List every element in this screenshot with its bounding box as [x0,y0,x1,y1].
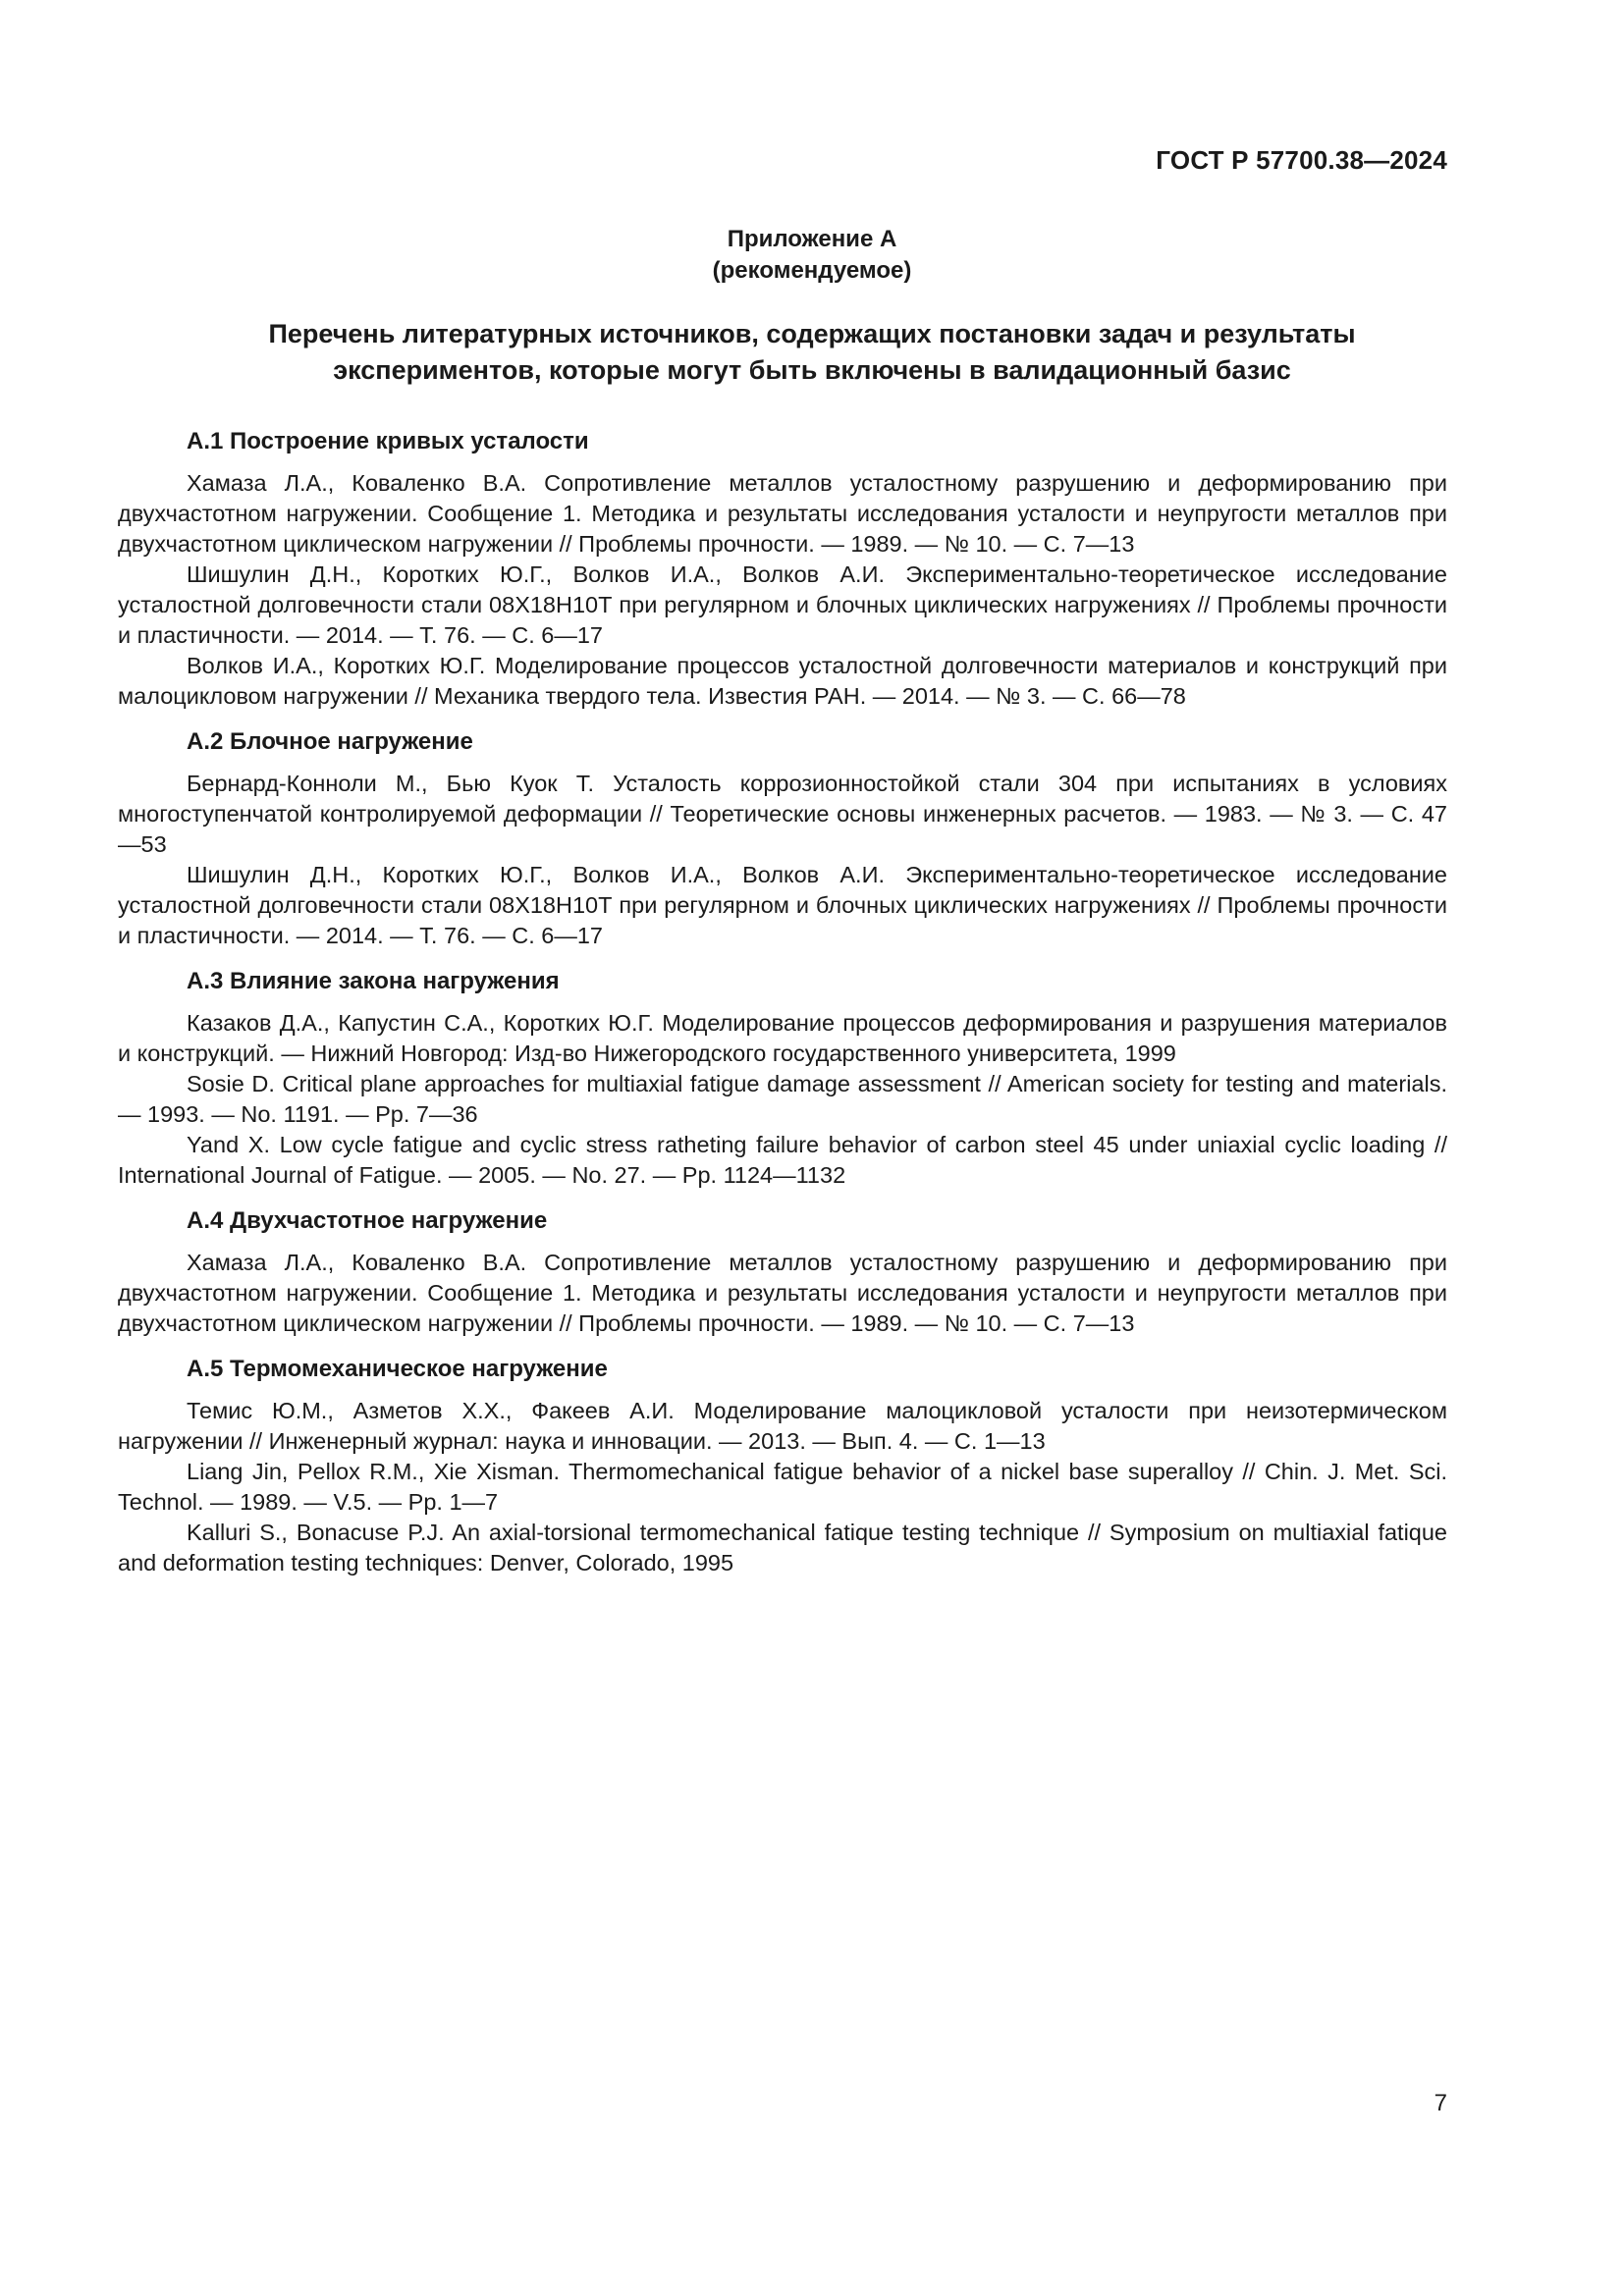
reference-item: Sosie D. Critical plane approaches for multiaxial fatigue damage assessment // American society for testing and materials. — 1993. — No. 1191. — Pp. 7—36 [118,1071,1447,1127]
reference-item: Yand X. Low cycle fatigue and cyclic stress ratheting failure behavior of carbon steel 45 under uniaxial cyclic loading // International Journal of Fatigue. — 2005. — No. 27. — Pp. 1124—1132 [118,1132,1447,1188]
reference-item: Шишулин Д.Н., Коротких Ю.Г., Волков И.А., Волков А.И. Экспериментально-теоретическое исследование усталостной долговечности стали 08Х18Н10Т при регулярном и блочных циклических нагружениях // Проблемы прочности и пластичности. — 2014. — Т. 76. — С. 6—17 [118,561,1447,648]
bibliography-content [118,426,1447,1593]
section-heading: А.3 Влияние закона нагружения [187,968,560,994]
section-a3 [118,966,1447,1191]
section-a1 [118,426,1447,712]
bibliography-title-line-2: экспериментов, которые могут быть включены в валидационный базис [333,355,1291,385]
reference-item: Kalluri S., Bonacuse P.J. An axial-torsional termomechanical fatique testing technique // Symposium on multiaxial fatique and deformation testing techniques: Denver, Colorado, 1995 [118,1520,1447,1575]
reference-item: Бернард-Конноли М., Бью Куок Т. Усталость коррозионностойкой стали 304 при испытаниях в условиях многоступенчатой контролируемой деформации // Теоретические основы инженерных расчетов. — 1983. — № 3. — С. 47—53 [118,771,1447,857]
bibliography-title-line-1: Перечень литературных источников, содержащих постановки задач и результаты [268,319,1356,348]
reference-item: Темис Ю.М., Азметов Х.Х., Факеев А.И. Моделирование малоцикловой усталости при неизотермическом нагружении // Инженерный журнал: наука и инновации. — 2013. — Вып. 4. — С. 1—13 [118,1398,1447,1454]
bibliography-title [147,316,1477,389]
section-a4 [118,1205,1447,1339]
appendix-title [0,224,1624,287]
section-a5 [118,1354,1447,1578]
section-heading: А.4 Двухчастотное нагружение [187,1207,548,1234]
section-heading: А.1 Построение кривых усталости [187,428,589,454]
section-heading: А.2 Блочное нагружение [187,728,473,755]
reference-item: Казаков Д.А., Капустин С.А., Коротких Ю.Г. Моделирование процессов деформирования и разрушения материалов и конструкций. — Нижний Новгород: Изд-во Нижегородского государственного университета, 1999 [118,1010,1447,1066]
section-a2 [118,726,1447,951]
appendix-label: Приложение А [727,226,897,252]
appendix-status: (рекомендуемое) [712,257,912,284]
reference-item: Liang Jin, Pellox R.M., Xie Xisman. Thermomechanical fatigue behavior of a nickel base superalloy // Chin. J. Met. Sci. Technol. — 1989. — V.5. — Pp. 1—7 [118,1459,1447,1515]
document-id-header: ГОСТ Р 57700.38—2024 [1156,145,1447,175]
reference-item: Волков И.А., Коротких Ю.Г. Моделирование процессов усталостной долговечности материалов и конструкций при малоцикловом нагружении // Механика твердого тела. Известия РАН. — 2014. — № 3. — С. 66—78 [118,653,1447,709]
reference-item: Хамаза Л.А., Коваленко В.А. Сопротивление металлов усталостному разрушению и деформированию при двухчастотном нагружении. Сообщение 1. Методика и результаты исследования усталости и неупругости металлов при двухчастотном циклическом нагружении // Проблемы прочности. — 1989. — № 10. — С. 7—13 [118,470,1447,557]
section-heading: А.5 Термомеханическое нагружение [187,1356,608,1382]
page-number: 7 [1434,2090,1447,2116]
reference-item: Шишулин Д.Н., Коротких Ю.Г., Волков И.А., Волков А.И. Экспериментально-теоретическое исследование усталостной долговечности стали 08Х18Н10Т при регулярном и блочных циклических нагружениях // Проблемы прочности и пластичности. — 2014. — Т. 76. — С. 6—17 [118,862,1447,948]
reference-item: Хамаза Л.А., Коваленко В.А. Сопротивление металлов усталостному разрушению и деформированию при двухчастотном нагружении. Сообщение 1. Методика и результаты исследования усталости и неупругости металлов при двухчастотном циклическом нагружении // Проблемы прочности. — 1989. — № 10. — С. 7—13 [118,1250,1447,1336]
